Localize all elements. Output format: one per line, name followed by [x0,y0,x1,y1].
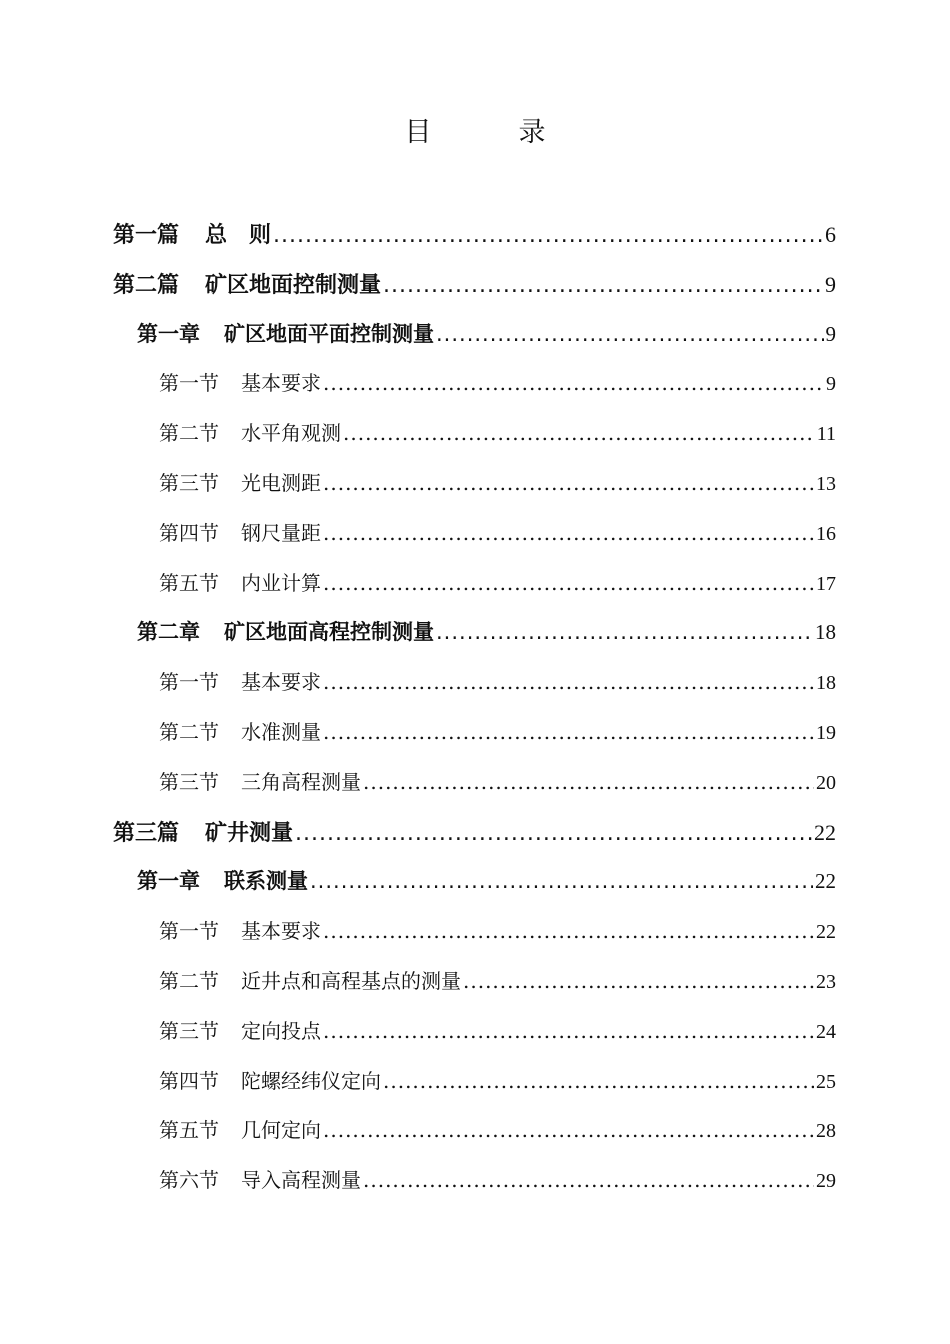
toc-entry-page-number: 17 [816,573,836,595]
dot-leader [363,1168,814,1192]
toc-entry-name: 基本要求 [241,670,321,694]
toc-entry-page-number: 18 [816,672,836,694]
toc-entry-level3[interactable] [159,666,836,695]
toc-entry-number: 第二节 [159,969,219,993]
toc-entry-page-number: 28 [816,1120,836,1142]
toc-entry-label [159,517,321,546]
toc-entry-page-number: 24 [816,1021,836,1043]
toc-title: 目 录 [404,117,576,148]
toc-entry-name: 钢尺量距 [241,521,321,545]
toc-entry-label [159,666,321,695]
toc-entry-level3[interactable] [159,417,836,446]
toc-entry-level3[interactable] [159,716,836,745]
toc-entry-level3[interactable] [159,1164,836,1193]
toc-entry-label [113,268,381,299]
dot-leader [383,1069,814,1093]
toc-entry-name: 基本要求 [241,919,321,943]
toc-entry-page-number: 9 [825,272,836,297]
toc-entry-label [159,1065,381,1094]
toc-entry-level3[interactable] [159,1114,836,1143]
dot-leader [323,1118,814,1142]
toc-entry-page-number: 9 [826,373,836,395]
toc-entry-page-number: 9 [825,322,836,346]
toc-entry-label [113,816,293,847]
toc-entry-level1[interactable] [113,268,836,299]
dot-leader [323,720,814,744]
toc-entry-number: 第一篇 [113,223,180,248]
dot-leader [436,322,824,346]
toc-entry-number: 第二篇 [113,273,180,298]
toc-entry-level2[interactable] [137,616,836,646]
toc-entry-name: 几何定向 [241,1118,321,1142]
toc-entry-label [159,766,361,795]
toc-entry-label [137,318,434,348]
toc-entry-name: 光电测距 [241,471,321,495]
toc-entry-level3[interactable] [159,567,836,596]
toc-entry-page-number: 22 [816,921,836,943]
dot-leader [463,969,814,993]
toc-entry-number: 第一节 [159,670,219,694]
dot-leader [323,1019,814,1043]
toc-entry-level3[interactable] [159,1065,836,1094]
toc-entry-number: 第二章 [137,620,200,644]
toc-entry-page-number: 16 [816,523,836,545]
toc-entry-name: 水准测量 [241,720,321,744]
toc-entry-number: 第三篇 [113,821,180,846]
toc-entry-label [113,218,271,249]
toc-entry-number: 第四节 [159,1069,219,1093]
dot-leader [383,273,823,298]
toc-entry-page-number: 25 [816,1071,836,1093]
toc-entry-name: 三角高程测量 [241,770,361,794]
toc-entry-label [159,1015,321,1044]
toc-entry-label [159,367,321,396]
dot-leader [323,571,814,595]
toc-entry-label [159,716,321,745]
toc-entry-level3[interactable] [159,517,836,546]
toc-entry-level2[interactable] [137,318,836,348]
toc-entry-level3[interactable] [159,1015,836,1044]
toc-entry-name: 水平角观测 [241,421,341,445]
toc-entry-name: 总 则 [205,223,272,248]
toc-entry-page-number: 23 [816,971,836,993]
toc-entry-level3[interactable] [159,965,836,994]
toc-entry-page-number: 11 [816,423,836,445]
toc-entry-label [159,467,321,496]
dot-leader [323,471,814,495]
toc-entry-label [137,616,434,646]
toc-entry-number: 第一节 [159,371,219,395]
toc-entry-label [159,915,321,944]
toc-entry-level1[interactable] [113,218,836,249]
toc-entry-page-number: 18 [815,620,836,644]
toc-entry-level3[interactable] [159,367,836,396]
toc-entry-number: 第五节 [159,1118,219,1142]
toc-entry-number: 第六节 [159,1168,219,1192]
toc-entry-label [159,1114,321,1143]
toc-entry-level2[interactable] [137,865,836,895]
toc-entry-number: 第一章 [137,869,200,893]
toc-entry-label [137,865,308,895]
toc-entry-number: 第五节 [159,571,219,595]
toc-entry-page-number: 6 [825,222,836,247]
toc-entry-page-number: 20 [816,772,836,794]
toc-entry-name: 定向投点 [241,1019,321,1043]
toc-entry-level3[interactable] [159,766,836,795]
toc-entry-number: 第二节 [159,421,219,445]
toc-entry-name: 陀螺经纬仪定向 [241,1069,381,1093]
toc-entry-name: 矿区地面平面控制测量 [224,322,434,346]
toc-entry-name: 矿区地面控制测量 [205,273,382,298]
toc-entry-page-number: 22 [814,820,836,845]
toc-entry-label [159,1164,361,1193]
toc-entry-label [159,567,321,596]
toc-entry-number: 第三节 [159,471,219,495]
dot-leader [343,421,815,445]
dot-leader [295,821,812,846]
toc-entry-label [159,965,461,994]
toc-entry-level1[interactable] [113,816,836,847]
toc-entry-number: 第三节 [159,770,219,794]
toc-entry-name: 导入高程测量 [241,1168,361,1192]
toc-entry-number: 第四节 [159,521,219,545]
toc-entry-level3[interactable] [159,915,836,944]
toc-entry-number: 第二节 [159,720,219,744]
toc-entry-page-number: 19 [816,722,836,744]
dot-leader [323,919,814,943]
toc-entry-name: 基本要求 [241,371,321,395]
toc-entry-number: 第一节 [159,919,219,943]
dot-leader [310,869,813,893]
toc-entry-page-number: 29 [816,1170,836,1192]
dot-leader [323,670,814,694]
toc-entry-number: 第一章 [137,322,200,346]
dot-leader [323,521,814,545]
toc-entry-label [159,417,341,446]
dot-leader [273,223,823,248]
toc-entry-number: 第三节 [159,1019,219,1043]
dot-leader [323,371,824,395]
toc-entry-level3[interactable] [159,467,836,496]
toc-entry-name: 矿区地面高程控制测量 [224,620,434,644]
toc-entry-page-number: 22 [815,869,836,893]
dot-leader [436,620,813,644]
toc-entry-name: 近井点和高程基点的测量 [241,969,461,993]
dot-leader [363,770,814,794]
toc-entry-name: 联系测量 [224,869,308,893]
toc-entry-page-number: 13 [816,473,836,495]
toc-entry-name: 矿井测量 [205,821,294,846]
toc-entry-name: 内业计算 [241,571,321,595]
